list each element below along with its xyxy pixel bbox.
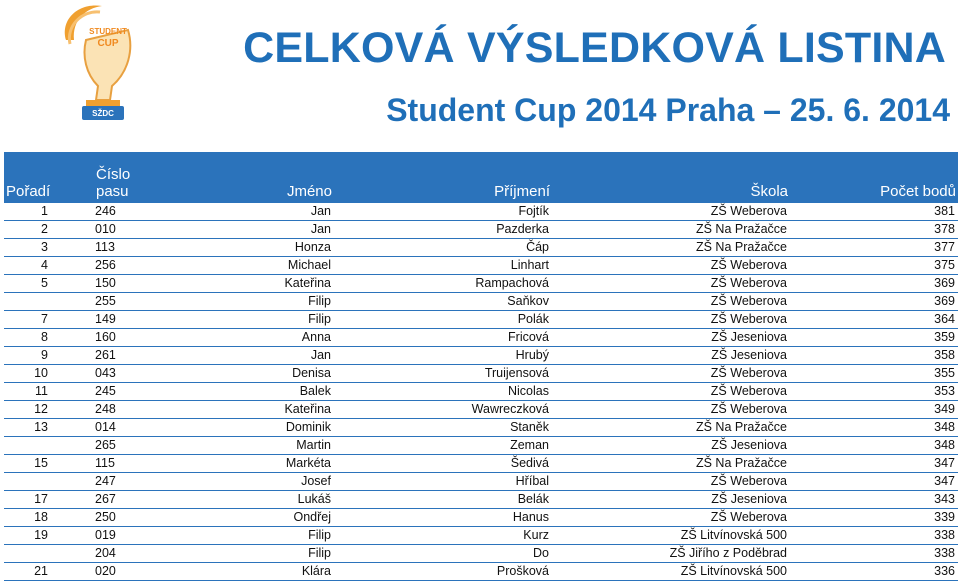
page-subtitle: Student Cup 2014 Praha – 25. 6. 2014 [386,92,950,128]
cell-bib: 160 [74,329,154,347]
cell-bib: 246 [74,203,154,221]
cell-last-name: Rampachová [334,275,552,293]
cell-first-name: Filip [154,545,334,563]
cell-points: 375 [790,257,958,275]
trophy-icon [56,0,146,128]
table-row [4,275,958,293]
cell-first-name: Jan [154,221,334,239]
cell-last-name: Polák [334,311,552,329]
column-header-school: Škola [552,152,790,203]
cell-school: ZŠ Litvínovská 500 [552,563,790,581]
cell-school: ZŠ Jeseniova [552,329,790,347]
cell-points: 336 [790,563,958,581]
cell-last-name: Šedivá [334,455,552,473]
cell-bib: 261 [74,347,154,365]
cell-first-name: Markéta [154,455,334,473]
cell-first-name: Ondřej [154,509,334,527]
cell-first-name: Jan [154,203,334,221]
cell-points: 349 [790,401,958,419]
cell-first-name: Balek [154,383,334,401]
cell-bib: 256 [74,257,154,275]
cell-first-name: Filip [154,527,334,545]
cell-school: ZŠ Jeseniova [552,491,790,509]
cell-rank: 2 [4,221,74,239]
cell-first-name: Denisa [154,365,334,383]
cell-bib: 245 [74,383,154,401]
cell-rank: 5 [4,275,74,293]
cell-first-name: Filip [154,311,334,329]
cell-school: ZŠ Weberova [552,275,790,293]
cell-first-name: Anna [154,329,334,347]
cell-last-name: Nicolas [334,383,552,401]
cell-rank [4,473,74,491]
table-row [4,221,958,239]
cell-points: 353 [790,383,958,401]
cell-last-name: Linhart [334,257,552,275]
table-row [4,347,958,365]
table-row [4,311,958,329]
table-row [4,401,958,419]
cell-rank [4,437,74,455]
cell-bib: 115 [74,455,154,473]
cell-points: 338 [790,527,958,545]
table-header-row [4,152,958,203]
cell-points: 364 [790,311,958,329]
table-row [4,419,958,437]
cell-points: 369 [790,293,958,311]
cell-last-name: Staněk [334,419,552,437]
cell-last-name: Belák [334,491,552,509]
cell-points: 378 [790,221,958,239]
column-header-bib-line2: pasu [96,183,129,200]
cell-first-name: Michael [154,257,334,275]
cell-rank: 7 [4,311,74,329]
cell-rank: 10 [4,365,74,383]
cell-bib: 150 [74,275,154,293]
table-row [4,383,958,401]
cell-first-name: Filip [154,293,334,311]
cell-rank: 15 [4,455,74,473]
cell-rank: 3 [4,239,74,257]
cell-bib: 014 [74,419,154,437]
column-header-points: Počet bodů [790,152,958,203]
cell-bib: 113 [74,239,154,257]
table-row [4,509,958,527]
cell-points: 355 [790,365,958,383]
cell-last-name: Saňkov [334,293,552,311]
cell-points: 359 [790,329,958,347]
cell-bib: 248 [74,401,154,419]
cell-school: ZŠ Jeseniova [552,437,790,455]
cell-school: ZŠ Na Pražačce [552,419,790,437]
cell-school: ZŠ Weberova [552,203,790,221]
cell-school: ZŠ Na Pražačce [552,239,790,257]
cell-bib: 019 [74,527,154,545]
cell-last-name: Prošková [334,563,552,581]
cell-school: ZŠ Weberova [552,257,790,275]
cell-last-name: Fricová [334,329,552,347]
table-row [4,257,958,275]
svg-text:CUP: CUP [97,38,119,49]
cell-school: ZŠ Weberova [552,311,790,329]
table-row [4,239,958,257]
cell-bib: 020 [74,563,154,581]
cell-first-name: Jan [154,347,334,365]
cell-school: ZŠ Na Pražačce [552,221,790,239]
cell-last-name: Čáp [334,239,552,257]
cell-bib: 265 [74,437,154,455]
cell-school: ZŠ Weberova [552,401,790,419]
cell-points: 338 [790,545,958,563]
results-table [4,152,958,581]
cell-school: ZŠ Litvínovská 500 [552,527,790,545]
table-row [4,491,958,509]
column-header-last-name: Příjmení [334,152,552,203]
cell-rank: 9 [4,347,74,365]
cell-rank: 1 [4,203,74,221]
cell-last-name: Zeman [334,437,552,455]
cell-bib: 267 [74,491,154,509]
table-row [4,563,958,581]
cell-first-name: Kateřina [154,401,334,419]
cell-bib: 255 [74,293,154,311]
table-row [4,473,958,491]
cell-school: ZŠ Weberova [552,293,790,311]
cell-last-name: Hříbal [334,473,552,491]
cell-first-name: Martin [154,437,334,455]
cell-last-name: Hrubý [334,347,552,365]
table-row [4,455,958,473]
cell-last-name: Fojtík [334,203,552,221]
cell-last-name: Wawreczková [334,401,552,419]
cell-first-name: Dominik [154,419,334,437]
table-row [4,545,958,563]
column-header-bib-line1: Číslo [96,166,131,183]
cell-points: 377 [790,239,958,257]
cell-last-name: Kurz [334,527,552,545]
cell-school: ZŠ Jeseniova [552,347,790,365]
cell-bib: 149 [74,311,154,329]
cell-rank: 4 [4,257,74,275]
cell-bib: 010 [74,221,154,239]
svg-text:STUDENT: STUDENT [89,27,127,36]
column-header-first-name: Jméno [154,152,334,203]
column-header-bib [74,152,154,203]
cell-rank: 11 [4,383,74,401]
cell-rank: 21 [4,563,74,581]
table-row [4,203,958,221]
cell-bib: 247 [74,473,154,491]
cell-points: 339 [790,509,958,527]
cell-school: ZŠ Weberova [552,383,790,401]
table-row [4,329,958,347]
table-row [4,365,958,383]
cell-bib: 250 [74,509,154,527]
cell-last-name: Pazderka [334,221,552,239]
cell-points: 348 [790,437,958,455]
cell-school: ZŠ Weberova [552,473,790,491]
column-header-rank: Pořadí [4,152,74,203]
table-row [4,437,958,455]
cell-bib: 043 [74,365,154,383]
cell-bib: 204 [74,545,154,563]
cell-rank: 19 [4,527,74,545]
cell-rank [4,545,74,563]
cell-points: 369 [790,275,958,293]
cell-points: 381 [790,203,958,221]
table-row [4,293,958,311]
cell-first-name: Lukáš [154,491,334,509]
cell-points: 358 [790,347,958,365]
cell-rank: 17 [4,491,74,509]
cell-points: 343 [790,491,958,509]
cell-first-name: Honza [154,239,334,257]
cell-rank: 8 [4,329,74,347]
cell-points: 347 [790,473,958,491]
cell-points: 348 [790,419,958,437]
cell-school: ZŠ Weberova [552,365,790,383]
cell-school: ZŠ Jiřího z Poděbrad [552,545,790,563]
cell-first-name: Josef [154,473,334,491]
cell-points: 347 [790,455,958,473]
page-title: CELKOVÁ VÝSLEDKOVÁ LISTINA [243,24,946,72]
cell-last-name: Hanus [334,509,552,527]
cell-first-name: Klára [154,563,334,581]
cell-rank [4,293,74,311]
cell-school: ZŠ Weberova [552,509,790,527]
cell-last-name: Truijensová [334,365,552,383]
table-row [4,527,958,545]
cell-school: ZŠ Na Pražačce [552,455,790,473]
svg-text:SŽDC: SŽDC [92,109,114,118]
cell-rank: 13 [4,419,74,437]
student-cup-logo [56,0,146,128]
cell-rank: 12 [4,401,74,419]
cell-rank: 18 [4,509,74,527]
cell-first-name: Kateřina [154,275,334,293]
cell-last-name: Do [334,545,552,563]
table-body [4,203,958,581]
